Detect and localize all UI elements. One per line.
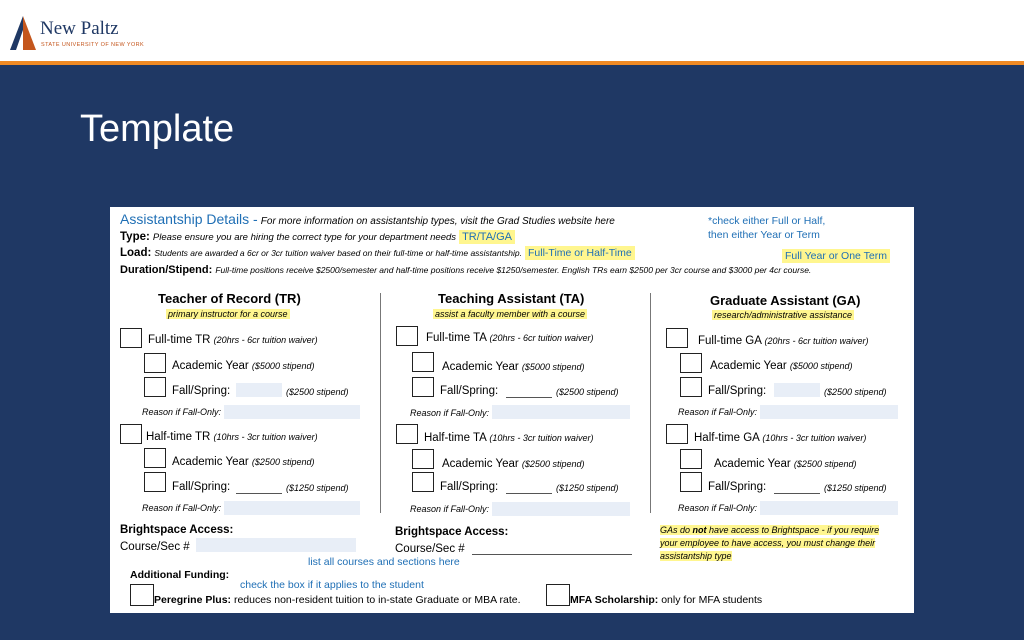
ta-reason-label: Reason if Fall-Only: [410,408,490,418]
tr-reason-input[interactable] [224,405,360,419]
ga-half-term-checkbox[interactable] [680,472,702,492]
logo-mark-icon [10,16,36,50]
ga-brightspace-note [660,524,879,563]
ga-half-term-input[interactable] [774,493,820,494]
ta-half-term-label: Fall/Spring: [440,481,499,493]
slide-header [0,0,1024,61]
ga-half-year-checkbox[interactable] [680,449,702,469]
ta-course-input[interactable] [472,554,632,555]
mfa-label: MFA Scholarship: [570,594,659,606]
ga-full-year-checkbox[interactable] [680,353,702,373]
tr-title: Teacher of Record (TR) [158,291,301,306]
logo-name: New Paltz [40,18,119,39]
ta-full-term-label: Fall/Spring: [440,385,499,397]
mfa-row [570,594,762,606]
type-highlight: TR/TA/GA [459,230,515,244]
logo-subtitle: STATE UNIVERSITY OF NEW YORK [41,42,145,48]
ta-half-reason-input[interactable] [492,502,630,516]
ta-brightspace-label: Brightspace Access: [395,526,509,538]
tr-half-term-input[interactable] [236,493,282,494]
tr-half-term-label: Fall/Spring: [172,481,231,493]
ga-fulltime-note: (20hrs - 6cr tuition waiver) [764,336,869,346]
ta-title: Teaching Assistant (TA) [438,291,585,306]
ga-half-term-note: ($1250 stipend) [824,483,887,493]
tr-half-year-row [172,456,314,468]
tr-halftime-label: Half-time TR [146,431,211,443]
slide-title: Template [80,108,235,150]
form-heading: Assistantship Details - [120,211,258,227]
tr-full-term-input[interactable] [236,383,282,397]
ta-halftime-checkbox[interactable] [396,424,418,444]
ga-half-reason-input[interactable] [760,501,898,515]
load-text: Students are awarded a 6cr or 3cr tuition waiver based on their full-time or half-time assistantship. [154,248,522,258]
ta-half-reason-label: Reason if Fall-Only: [410,504,490,514]
ga-full-term-input[interactable] [774,383,820,397]
tr-course-label: Course/Sec # [120,541,190,553]
ga-full-term-checkbox[interactable] [680,377,702,397]
ta-full-term-note: ($2500 stipend) [556,387,619,397]
ta-reason-input[interactable] [492,405,630,419]
tr-brightspace-label: Brightspace Access: [120,524,234,536]
check-note-line2: then either Year or Term [708,229,820,241]
ta-fulltime-note: (20hrs - 6cr tuition waiver) [489,333,594,343]
ga-fulltime-row [698,335,869,347]
ta-half-term-checkbox[interactable] [412,472,434,492]
ga-halftime-label: Half-time GA [694,432,760,444]
ga-reason-label: Reason if Fall-Only: [678,407,758,417]
tr-halftime-row [146,431,318,443]
tr-fulltime-checkbox[interactable] [120,328,142,348]
assistantship-form [110,207,914,613]
ga-note-not: not [692,525,707,535]
ta-half-year-label: Academic Year [442,458,519,470]
ta-fulltime-label: Full-time TA [426,332,487,344]
ta-full-year-checkbox[interactable] [412,352,434,372]
load-row [120,247,635,259]
duration-label: Duration/Stipend: [120,264,213,276]
tr-subtitle: primary instructor for a course [168,309,288,319]
tr-full-year-note: ($5000 stipend) [251,361,315,371]
ta-full-year-note: ($5000 stipend) [521,362,585,372]
form-heading-row [120,211,615,227]
ta-halftime-row [424,432,593,444]
ga-fulltime-label: Full-time GA [698,335,762,347]
type-row [120,231,515,243]
ga-note-a: GAs do [660,525,693,535]
ga-half-year-note: ($2500 stipend) [793,459,857,469]
ta-fulltime-row [426,332,594,344]
ga-halftime-row [694,432,866,444]
ta-course-label: Course/Sec # [395,543,465,555]
tr-full-year-row [172,360,314,372]
tr-fulltime-label: Full-time TR [148,334,211,346]
peregrine-label: Peregrine Plus: [154,594,232,606]
ta-full-term-checkbox[interactable] [412,377,434,397]
form-heading-note: For more information on assistantship types, visit the Grad Studies website here [260,216,615,227]
ta-halftime-note: (10hrs - 3cr tuition waiver) [489,433,594,443]
tr-half-reason-input[interactable] [224,501,360,515]
column-divider [380,293,381,513]
ga-halftime-checkbox[interactable] [666,424,688,444]
ga-half-term-label: Fall/Spring: [708,481,767,493]
ta-half-year-note: ($2500 stipend) [521,459,585,469]
check-note-line1: *check either Full or Half, [708,215,826,227]
tr-full-term-label: Fall/Spring: [172,385,231,397]
additional-funding-label: Additional Funding: [130,569,230,581]
peregrine-row [154,594,521,606]
ga-fulltime-checkbox[interactable] [666,328,688,348]
ta-half-term-note: ($1250 stipend) [556,483,619,493]
ga-title: Graduate Assistant (GA) [710,293,861,308]
ga-subtitle: research/administrative assistance [714,310,853,320]
ga-half-year-label: Academic Year [714,458,791,470]
new-paltz-logo [10,14,170,54]
ga-half-reason-label: Reason if Fall-Only: [678,503,758,513]
tr-course-input[interactable] [196,538,356,552]
tr-half-year-label: Academic Year [172,456,249,468]
type-label: Type: [120,231,150,243]
tr-half-term-note: ($1250 stipend) [286,483,349,493]
duration-row [120,264,811,276]
ga-full-year-row [710,360,852,372]
year-highlight: Full Year or One Term [782,249,890,263]
tr-half-year-checkbox[interactable] [144,448,166,468]
ta-half-year-checkbox[interactable] [412,449,434,469]
load-label: Load: [120,247,152,259]
list-courses-note: list all courses and sections here [308,556,460,568]
tr-full-year-label: Academic Year [172,360,249,372]
ta-full-year-label: Academic Year [442,361,519,373]
ta-subtitle: assist a faculty member with a course [435,309,586,319]
ga-halftime-note: (10hrs - 3cr tuition waiver) [762,433,867,443]
tr-fulltime-note: (20hrs - 6cr tuition waiver) [213,335,318,345]
duration-text: Full-time positions receive $2500/semester and half-time positions receive $1250/semester. English TRs earn $2500 per 3cr course and $3000 per 4cr course. [215,265,812,275]
load-highlight: Full-Time or Half-Time [525,246,635,260]
ta-half-term-input[interactable] [506,493,552,494]
ta-full-year-row [442,361,584,373]
ga-note-b: have access to Brightspace - if you require [706,525,880,535]
ga-half-year-row [714,458,856,470]
tr-full-term-note: ($2500 stipend) [286,387,349,397]
peregrine-text: reduces non-resident tuition to in-state Graduate or MBA rate. [233,594,521,606]
mfa-scholarship-checkbox[interactable] [546,584,570,606]
ga-reason-input[interactable] [760,405,898,419]
tr-full-term-checkbox[interactable] [144,377,166,397]
type-text: Please ensure you are hiring the correct type for your department needs [152,232,457,243]
ga-full-term-label: Fall/Spring: [708,385,767,397]
tr-half-term-checkbox[interactable] [144,472,166,492]
ga-note-line3: assistantship type [660,551,732,561]
tr-fulltime-row [148,334,318,346]
ta-half-year-row [442,458,584,470]
ta-fulltime-checkbox[interactable] [396,326,418,346]
check-box-note: check the box if it applies to the student [240,579,424,591]
ga-full-year-label: Academic Year [710,360,787,372]
tr-full-year-checkbox[interactable] [144,353,166,373]
peregrine-plus-checkbox[interactable] [130,584,154,606]
ga-full-year-note: ($5000 stipend) [789,361,853,371]
ta-full-term-input[interactable] [506,397,552,398]
tr-halftime-checkbox[interactable] [120,424,142,444]
tr-half-year-note: ($2500 stipend) [251,457,315,467]
ta-halftime-label: Half-time TA [424,432,487,444]
column-divider [650,293,651,513]
ga-note-line2: your employee to have access, you must change their [660,538,876,548]
tr-half-reason-label: Reason if Fall-Only: [142,503,222,513]
tr-halftime-note: (10hrs - 3cr tuition waiver) [213,432,318,442]
tr-reason-label: Reason if Fall-Only: [142,407,222,417]
ga-full-term-note: ($2500 stipend) [824,387,887,397]
mfa-text: only for MFA students [661,594,763,606]
